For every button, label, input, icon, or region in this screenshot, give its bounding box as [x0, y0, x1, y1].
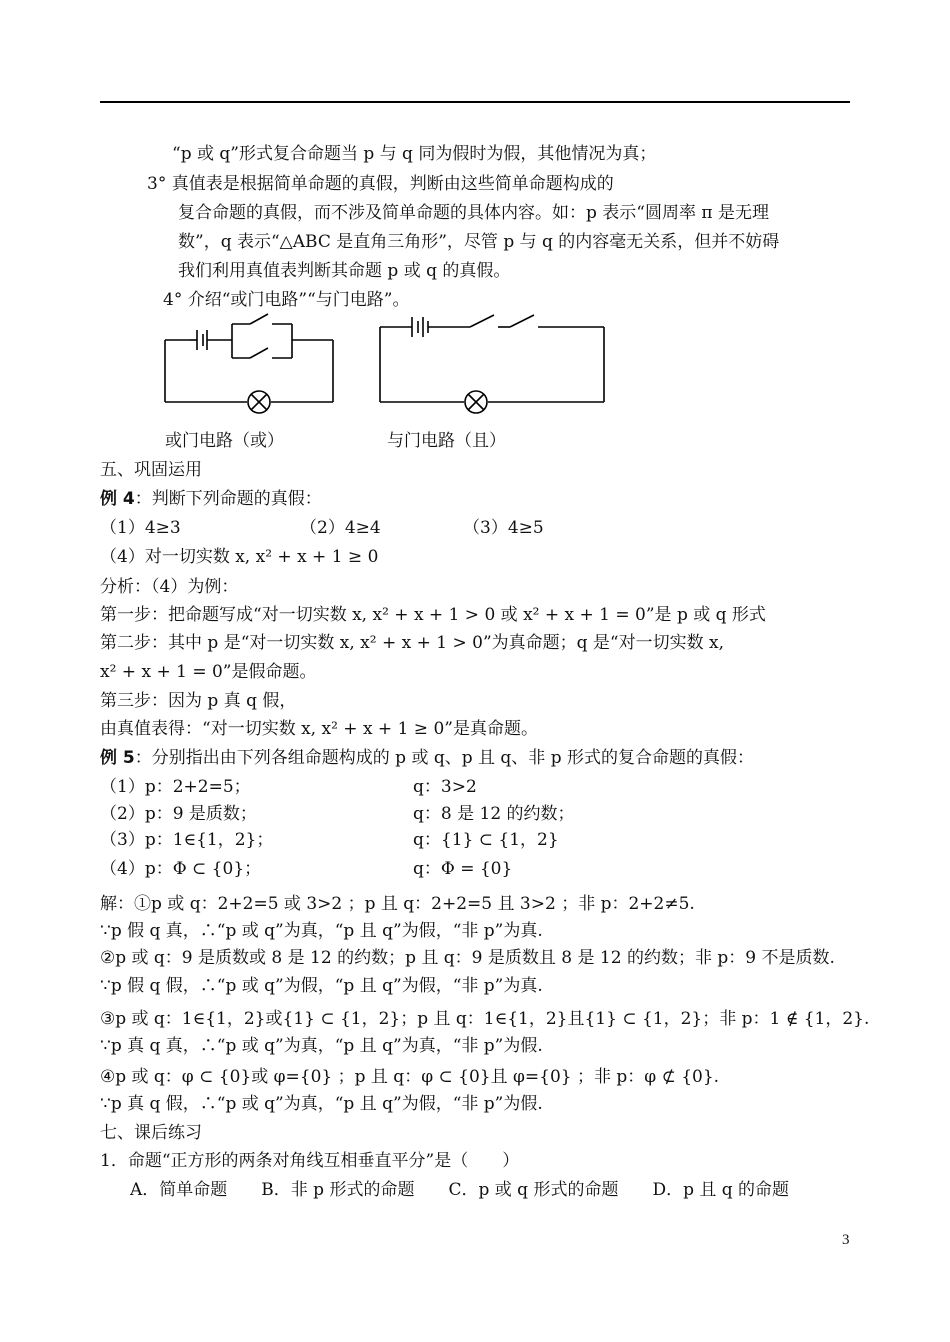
example-item: （3）p：1∈{1，2}；	[100, 830, 274, 850]
text-line: 第二步：其中 p 是“对一切实数 x, x² + x + 1 > 0”为真命题；q 是“对一切实数 x,	[100, 633, 725, 653]
section-heading: 五、巩固运用	[100, 460, 202, 480]
solution-line: ∵p 假 q 假，∴“p 或 q”为假，“p 且 q”为假，“非 p”为真.	[100, 976, 543, 996]
example-item: （1）4≥3	[100, 518, 181, 538]
text-line: 4° 介绍“或门电路”“与门电路”。	[163, 290, 410, 310]
exercise-question: 1．命题“正方形的两条对角线互相垂直平分”是（ ）	[100, 1151, 520, 1171]
example-item: （3）4≥5	[463, 518, 544, 538]
text-line: “p 或 q”形式复合命题当 p 与 q 同为假时为假，其他情况为真；	[172, 144, 657, 164]
solution-line: ∵p 假 q 真，∴“p 或 q”为真，“p 且 q”为假，“非 p”为真.	[100, 921, 543, 941]
example-item: q：{1} ⊂ {1，2}	[413, 830, 559, 850]
example-item: （4）p：Φ ⊂ {0}；	[100, 859, 262, 879]
example-label: 例 5	[100, 748, 135, 768]
header-rule	[100, 101, 850, 103]
text-line: 第三步：因为 p 真 q 假，	[100, 691, 297, 711]
text-line: 分析：（4）为例：	[100, 577, 239, 597]
example-4-heading	[100, 488, 322, 510]
example-label: 例 4	[100, 489, 135, 509]
example-text: ：分别指出由下列各组命题构成的 p 或 q、p 且 q、非 p 形式的复合命题的真假：	[134, 748, 754, 768]
example-item: （2）p：9 是质数；	[100, 804, 257, 824]
example-item: q：8 是 12 的约数；	[413, 804, 575, 824]
text-line: 数”，q 表示“△ABC 是直角三角形”，尽管 p 与 q 的内容毫无关系，但并不妨碍	[178, 232, 780, 252]
example-text: ：判断下列命题的真假：	[134, 489, 322, 509]
solution-line: 解：①p 或 q：2+2=5 或 3>2 ；p 且 q：2+2=5 且 3>2 ；非 p：2+2≠5.	[100, 894, 695, 914]
exercise-options: A．简单命题 B．非 p 形式的命题 C．p 或 q 形式的命题 D．p 且 q 的命题	[130, 1180, 790, 1200]
text-line: 第一步：把命题写成“对一切实数 x, x² + x + 1 > 0 或 x² + x + 1 = 0”是 p 或 q 形式	[100, 605, 766, 625]
example-item: （4）对一切实数 x, x² + x + 1 ≥ 0	[100, 547, 379, 567]
page-number: 3	[842, 1232, 850, 1248]
solution-line: ∵p 真 q 真，∴“p 或 q”为真，“p 且 q”为真，“非 p”为假.	[100, 1036, 543, 1056]
or-circuit-diagram	[150, 310, 350, 420]
or-circuit-caption: 或门电路（或）	[165, 431, 284, 451]
example-item: q：Φ = {0}	[413, 859, 513, 879]
text-line: 我们利用真值表判断其命题 p 或 q 的真假。	[178, 261, 511, 281]
text-line: x² + x + 1 = 0”是假命题。	[100, 662, 317, 682]
solution-line: ④p 或 q：φ ⊂ {0}或 φ={0} ；p 且 q：φ ⊂ {0}且 φ={0} ；非 p：φ ⊄ {0}.	[100, 1067, 720, 1087]
and-circuit-diagram	[370, 305, 615, 420]
text-line: 复合命题的真假，而不涉及简单命题的具体内容。如：p 表示“圆周率 π 是无理	[178, 203, 769, 223]
example-item: （1）p：2+2=5；	[100, 777, 251, 797]
example-item: （2）4≥4	[300, 518, 381, 538]
text-line: 由真值表得：“对一切实数 x, x² + x + 1 ≥ 0”是真命题。	[100, 719, 538, 739]
solution-line: ②p 或 q：9 是质数或 8 是 12 的约数；p 且 q：9 是质数且 8 是 12 的约数；非 p：9 不是质数.	[100, 948, 835, 968]
solution-line: ∵p 真 q 假，∴“p 或 q”为真，“p 且 q”为假，“非 p”为假.	[100, 1094, 543, 1114]
example-item: q：3>2	[413, 777, 477, 797]
and-circuit-caption: 与门电路（且）	[387, 431, 506, 451]
example-5-heading	[100, 747, 754, 769]
solution-line: ③p 或 q：1∈{1，2}或{1} ⊂ {1，2}；p 且 q：1∈{1，2}且{1} ⊂ {1，2}；非 p：1 ∉ {1，2}.	[100, 1009, 870, 1029]
section-heading: 七、课后练习	[100, 1123, 202, 1143]
text-line: 3° 真值表是根据简单命题的真假，判断由这些简单命题构成的	[147, 174, 614, 194]
